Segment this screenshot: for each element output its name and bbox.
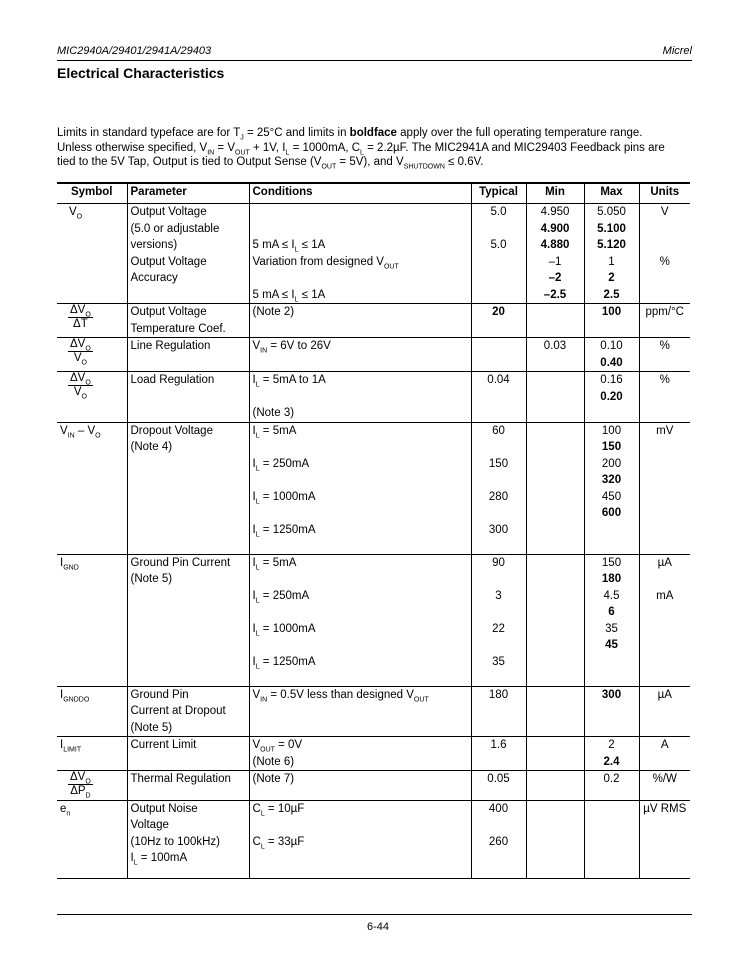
table-row: Accuracy –2 2 xyxy=(57,270,690,287)
table-row-spacer xyxy=(57,790,690,800)
table-row: (Note 3) xyxy=(57,405,690,422)
table-row: (Note 5) 180 xyxy=(57,571,690,588)
page-number: 6-44 xyxy=(366,921,390,933)
table-row-spacer xyxy=(57,670,690,686)
table-row: 0.40 xyxy=(57,355,690,372)
table-row: $\frac{\Delta V_O}{\Delta P_D}$ Thermal Regulation (Note 7) 0.05 0.2 %/W xyxy=(57,771,690,791)
symbol-fraction: $\frac{\Delta V_O}{\Delta P_D}$ xyxy=(70,771,91,800)
table-header-row xyxy=(57,183,690,204)
col-typical: Typical xyxy=(471,183,526,204)
table-row: (Note 4) 150 xyxy=(57,439,690,456)
table-row: versions) 5 mA ≤ $I_L \le 1A$ 5.0 4.880 5.120 xyxy=(57,237,690,254)
table-row: (Note 5) xyxy=(57,720,690,737)
table-row: 6 xyxy=(57,604,690,621)
symbol-fraction: $\frac{\Delta V_O}{V_O}$ xyxy=(70,372,91,401)
table-row: 320 xyxy=(57,472,690,489)
table-row: (Note 6) 2.4 xyxy=(57,754,690,771)
header-rule xyxy=(57,60,692,61)
table-row-spacer xyxy=(57,538,690,554)
header-company: Micrel xyxy=(662,45,692,57)
table-row: $I_{GNDDO}$ Ground Pin $V_{IN} = 0.5V$ less than designed $V_{OUT}$ 180 300 µA xyxy=(57,686,690,703)
table-row: $I_{LIMIT}$ Current Limit $V_{OUT} = 0V$ 1.6 2 A xyxy=(57,737,690,754)
table-row: $I_{GND}$ Ground Pin Current $I_L = 5mA$ 90 150 µA xyxy=(57,554,690,571)
table-row: $e_n$ Output Noise $C_L = 10\mu F$ 400 µV RMS xyxy=(57,800,690,817)
footer-rule xyxy=(57,914,692,915)
col-parameter: Parameter xyxy=(127,183,249,204)
table-row: 0.20 xyxy=(57,389,690,406)
intro-paragraph: Limits in standard typeface are for $T_J = 25^\circ C$ and limits in boldface apply over the full operating temperature range. Unless otherwise specified, $V_{IN} = V_{OUT} + 1V$, $I_L = 1000mA$, $C_L = 2.2\mu F$. The MIC2941A and MIC29403 Feedback pins are tied to the 5V Tap, Output is tied to Output Sense $(V_{OUT} = 5V)$, and $V_{SHUTDOWN} \le 0.6V$. xyxy=(57,127,665,171)
table-row: $I_L = 1000mA$ 280 450 xyxy=(57,489,690,506)
col-min: Min xyxy=(526,183,584,204)
table-row: Current at Dropout xyxy=(57,703,690,720)
table-row: $\frac{\Delta V_O}{V_O}$ Load Regulation $I_L = 5mA$ to 1A 0.04 0.16 % xyxy=(57,372,690,389)
table-row: $I_L = 100mA$ xyxy=(57,850,690,867)
page-title: Electrical Characteristics xyxy=(57,65,225,81)
table-row: (5.0 or adjustable 4.900 5.100 xyxy=(57,221,690,238)
col-symbol: Symbol xyxy=(57,183,127,204)
symbol-fraction: $\frac{\Delta V_O}{V_O}$ xyxy=(70,338,91,367)
table-row: $I_L = 1250mA$ 35 xyxy=(57,654,690,671)
table-row: $I_L = 250mA$ 150 200 xyxy=(57,456,690,473)
table-row: Voltage xyxy=(57,817,690,834)
symbol-fraction: $\frac{\Delta V_O}{\Delta T}$ xyxy=(70,304,91,330)
col-max: Max xyxy=(584,183,639,204)
table-row-spacer xyxy=(57,867,690,879)
table-row: $V_O$ Output Voltage 5.0 4.950 5.050 V xyxy=(57,204,690,221)
col-conditions: Conditions xyxy=(249,183,471,204)
table-row: (10Hz to 100kHz) $C_L = 33\mu F$ 260 xyxy=(57,834,690,851)
table-row: 5 mA ≤ $I_L \le 1A$ –2.5 2.5 xyxy=(57,287,690,304)
header-part-numbers: MIC2940A/29401/2941A/29403 xyxy=(57,45,212,57)
table-row: $V_{IN} - V_O$ Dropout Voltage $I_L = 5mA$ 60 100 mV xyxy=(57,422,690,439)
electrical-characteristics-table xyxy=(57,182,690,879)
col-units: Units xyxy=(639,183,690,204)
table-row: Output Voltage Variation from designed $V_{OUT}$ –1 1 % xyxy=(57,254,690,271)
table-row: 45 xyxy=(57,637,690,654)
table-row: $\frac{\Delta V_O}{V_O}$ Line Regulation $V_{IN} = 6V$ to 26V 0.03 0.10 % xyxy=(57,338,690,355)
table-row: 600 xyxy=(57,505,690,522)
table-row: $I_L = 250mA$ 3 4.5 mA xyxy=(57,588,690,605)
table-row: $\frac{\Delta V_O}{\Delta T}$ Output Voltage (Note 2) 20 100 ppm/°C xyxy=(57,304,690,321)
table-row: Temperature Coef. xyxy=(57,321,690,338)
table-row: $I_L = 1250mA$ 300 xyxy=(57,522,690,539)
table-row: $I_L = 1000mA$ 22 35 xyxy=(57,621,690,638)
